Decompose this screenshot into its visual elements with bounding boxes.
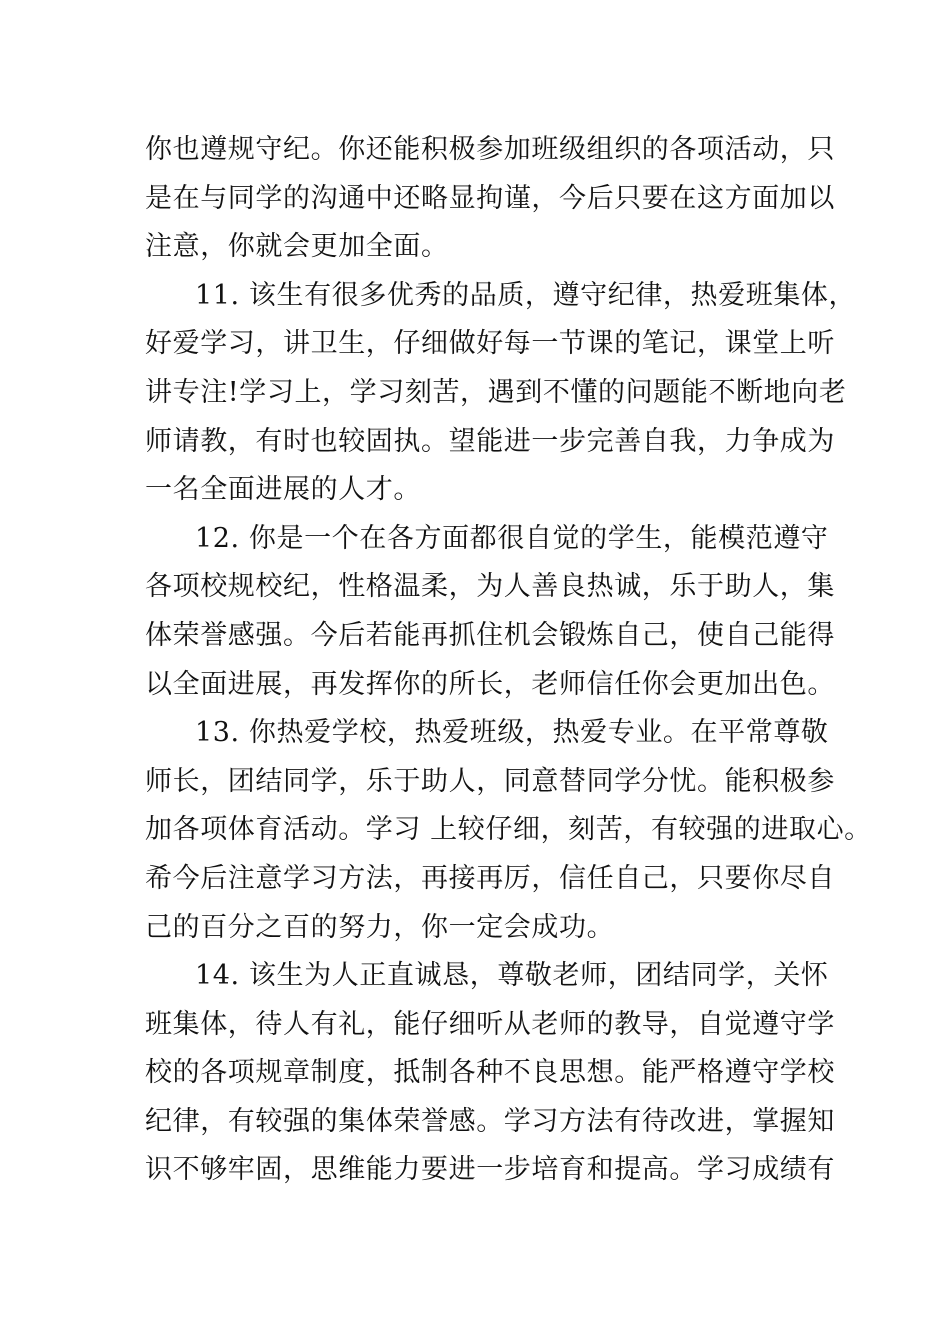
text-line: 己的百分之百的努力，你一定会成功。 bbox=[145, 911, 615, 943]
text-line: 班集体，待人有礼，能仔细听从老师的教导，自觉遵守学 bbox=[145, 1008, 835, 1040]
text-line: 是在与同学的沟通中还略显拘谨，今后只要在这方面加以 bbox=[145, 182, 835, 214]
paragraph-12-first-line: 12. 你是一个在各方面都很自觉的学生，能模范遵守 bbox=[195, 522, 829, 554]
text-line: 体荣誉感强。今后若能再抓住机会锻炼自己，使自己能得 bbox=[145, 619, 835, 651]
paragraph-11-first-line: 11. 该生有很多优秀的品质，遵守纪律，热爱班集体， bbox=[195, 279, 857, 311]
text-line: 好爱学习，讲卫生，仔细做好每一节课的笔记，课堂上听 bbox=[145, 328, 835, 360]
text-line: 纪律，有较强的集体荣誉感。学习方法有待改进，掌握知 bbox=[145, 1105, 835, 1137]
document-body bbox=[145, 126, 872, 1195]
text-line: 各项校规校纪，性格温柔，为人善良热诚，乐于助人，集 bbox=[145, 571, 835, 603]
paragraph-14-first-line: 14. 该生为人正直诚恳，尊敬老师，团结同学，关怀 bbox=[195, 960, 829, 992]
text-line: 注意，你就会更加全面。 bbox=[145, 231, 449, 263]
text-line: 校的各项规章制度，抵制各种不良思想。能严格遵守学校 bbox=[145, 1057, 835, 1089]
text-line: 讲专注!学习上，学习刻苦，遇到不懂的问题能不断地向老 bbox=[145, 376, 847, 408]
text-line: 师长，团结同学，乐于助人，同意替同学分忧。能积极参 bbox=[145, 765, 835, 797]
text-line: 希今后注意学习方法，再接再厉，信任自己，只要你尽自 bbox=[145, 862, 835, 894]
text-line: 一名全面进展的人才。 bbox=[145, 474, 421, 506]
paragraph-13-first-line: 13. 你热爱学校，热爱班级，热爱专业。在平常尊敬 bbox=[195, 717, 829, 749]
text-line: 师请教，有时也较固执。望能进一步完善自我，力争成为 bbox=[145, 425, 835, 457]
text-line: 识不够牢固，思维能力要进一步培育和提高。学习成绩有 bbox=[145, 1154, 835, 1186]
text-line: 加各项体育活动。学习 上较仔细，刻苦，有较强的进取心。 bbox=[145, 814, 872, 846]
text-line: 你也遵规守纪。你还能积极参加班级组织的各项活动，只 bbox=[145, 134, 835, 165]
text-line: 以全面进展，再发挥你的所长，老师信任你会更加出色。 bbox=[145, 668, 835, 700]
